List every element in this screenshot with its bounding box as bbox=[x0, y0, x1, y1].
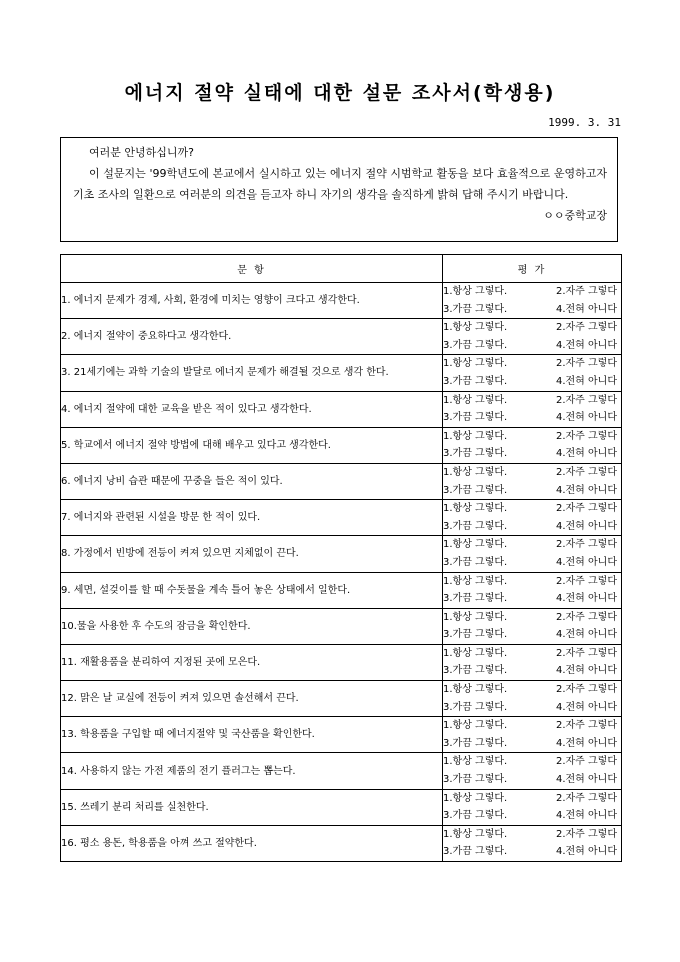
option-2[interactable]: 2.자주 그렇다 bbox=[555, 286, 617, 297]
option-row bbox=[443, 464, 621, 482]
survey-table bbox=[60, 254, 622, 862]
table-row bbox=[61, 825, 622, 861]
question-text: 14. 사용하지 않는 가전 제품의 전기 플러그는 뽑는다. bbox=[61, 765, 296, 777]
question-cell bbox=[61, 644, 443, 680]
question-cell bbox=[61, 753, 443, 789]
option-row bbox=[443, 482, 621, 500]
intro-box bbox=[60, 137, 618, 242]
option-3[interactable]: 3.가끔 그렇다. bbox=[443, 303, 508, 315]
options-cell bbox=[443, 283, 622, 319]
option-row bbox=[443, 807, 621, 825]
header-evaluation: 평 가 bbox=[443, 255, 622, 283]
table-row bbox=[61, 319, 622, 355]
table-row bbox=[61, 283, 622, 319]
option-4[interactable]: 4.전혀 아니다 bbox=[555, 520, 617, 532]
option-2[interactable]: 2.자주 그렇다 bbox=[555, 684, 617, 696]
option-1[interactable]: 1.항상 그렇다. bbox=[443, 575, 508, 587]
option-row bbox=[443, 843, 621, 861]
option-row bbox=[443, 355, 621, 373]
option-row bbox=[443, 337, 621, 355]
option-1[interactable]: 1.항상 그렇다. bbox=[443, 430, 508, 442]
option-4[interactable]: 4.전혀 아니다 bbox=[555, 303, 617, 315]
option-4[interactable]: 4.전혀 아니다 bbox=[555, 375, 617, 387]
option-2[interactable]: 2.자주 그렇다 bbox=[555, 358, 617, 370]
table-row bbox=[61, 681, 622, 717]
option-1[interactable]: 1.항상 그렇다. bbox=[443, 684, 508, 696]
option-row bbox=[443, 790, 621, 808]
header-question: 문 항 bbox=[61, 255, 443, 283]
option-1[interactable]: 1.항상 그렇다. bbox=[443, 322, 508, 334]
option-1[interactable]: 1.항상 그렇다. bbox=[443, 358, 508, 370]
option-row bbox=[443, 735, 621, 753]
option-row bbox=[443, 626, 621, 644]
survey-rows bbox=[61, 283, 622, 862]
option-row bbox=[443, 445, 621, 463]
option-2[interactable]: 2.자주 그렇다 bbox=[555, 430, 617, 442]
option-row bbox=[443, 428, 621, 446]
options-cell bbox=[443, 789, 622, 825]
option-4[interactable]: 4.전혀 아니다 bbox=[555, 412, 617, 424]
option-2[interactable]: 2.자주 그렇다 bbox=[555, 611, 617, 623]
question-text: 15. 쓰레기 분리 처리를 실천한다. bbox=[61, 801, 209, 813]
document-title: 에너지 절약 실태에 대한 설문 조사서(학생용) bbox=[124, 82, 556, 104]
question-cell bbox=[61, 319, 443, 355]
option-3[interactable]: 3.가끔 그렇다. bbox=[443, 375, 508, 387]
question-text: 9. 세면, 설겆이를 할 때 수돗물을 계속 틀어 놓은 상태에서 일한다. bbox=[61, 584, 351, 596]
option-1[interactable]: 1.항상 그렇다. bbox=[443, 286, 508, 297]
option-row bbox=[443, 373, 621, 391]
table-row bbox=[61, 391, 622, 427]
question-text: 3. 21세기에는 과학 기술의 발달로 에너지 문제가 해결될 것으로 생각 한다. bbox=[61, 367, 389, 379]
table-row bbox=[61, 753, 622, 789]
document-date: 1999. 3. 31 bbox=[548, 116, 621, 129]
option-row bbox=[443, 392, 621, 410]
option-1[interactable]: 1.항상 그렇다. bbox=[443, 792, 508, 804]
option-2[interactable]: 2.자주 그렇다 bbox=[555, 575, 617, 587]
table-header-row bbox=[61, 255, 622, 283]
option-4[interactable]: 4.전혀 아니다 bbox=[555, 701, 617, 713]
option-row bbox=[443, 645, 621, 663]
table-row bbox=[61, 536, 622, 572]
question-text: 13. 학용품을 구입할 때 에너지절약 및 국산품을 확인한다. bbox=[61, 729, 315, 741]
table-row bbox=[61, 427, 622, 463]
option-row bbox=[443, 699, 621, 717]
option-row bbox=[443, 717, 621, 735]
option-1[interactable]: 1.항상 그렇다. bbox=[443, 503, 508, 515]
option-row bbox=[443, 500, 621, 518]
option-2[interactable]: 2.자주 그렇다 bbox=[555, 322, 617, 334]
option-3[interactable]: 3.가끔 그렇다. bbox=[443, 339, 508, 351]
option-2[interactable]: 2.자주 그렇다 bbox=[555, 647, 617, 659]
option-2[interactable]: 2.자주 그렇다 bbox=[555, 394, 617, 406]
option-1[interactable]: 1.항상 그렇다. bbox=[443, 466, 508, 478]
option-1[interactable]: 1.항상 그렇다. bbox=[443, 539, 508, 551]
option-row bbox=[443, 662, 621, 680]
option-4[interactable]: 4.전혀 아니다 bbox=[555, 593, 617, 605]
options-cell bbox=[443, 427, 622, 463]
option-1[interactable]: 1.항상 그렇다. bbox=[443, 828, 508, 840]
question-text: 1. 에너지 문제가 경제, 사회, 환경에 미치는 영향이 크다고 생각한다. bbox=[61, 295, 360, 307]
option-4[interactable]: 4.전혀 아니다 bbox=[555, 448, 617, 460]
question-cell bbox=[61, 681, 443, 717]
option-row bbox=[443, 826, 621, 844]
option-4[interactable]: 4.전혀 아니다 bbox=[555, 484, 617, 496]
option-4[interactable]: 4.전혀 아니다 bbox=[555, 556, 617, 568]
options-cell bbox=[443, 391, 622, 427]
option-3[interactable]: 3.가끔 그렇다. bbox=[443, 629, 508, 641]
question-text: 2. 에너지 절약이 중요하다고 생각한다. bbox=[61, 331, 232, 343]
option-row bbox=[443, 753, 621, 771]
option-4[interactable]: 4.전혀 아니다 bbox=[555, 629, 617, 641]
question-text: 11. 재활용품을 분리하여 지정된 곳에 모은다. bbox=[61, 656, 261, 668]
question-cell bbox=[61, 536, 443, 572]
options-cell bbox=[443, 681, 622, 717]
option-2[interactable]: 2.자주 그렇다 bbox=[555, 720, 617, 732]
option-row bbox=[443, 301, 621, 319]
question-cell bbox=[61, 500, 443, 536]
intro-body: 이 설문지는 '99학년도에 본교에서 실시하고 있는 에너지 절약 시범학교 활동을 보다 효율적으로 운영하고자 기초 조사의 일환으로 여러분의 의견을 듣고자 하니 자기의 생각을 솔직하게 밝혀 답해 주시기 바랍니다. bbox=[73, 167, 607, 201]
option-4[interactable]: 4.전혀 아니다 bbox=[555, 846, 617, 858]
option-row bbox=[443, 554, 621, 572]
option-4[interactable]: 4.전혀 아니다 bbox=[555, 339, 617, 351]
option-row bbox=[443, 590, 621, 608]
question-text: 12. 맑은 날 교실에 전등이 켜져 있으면 솔선해서 끈다. bbox=[61, 693, 299, 705]
options-cell bbox=[443, 644, 622, 680]
question-cell bbox=[61, 391, 443, 427]
options-cell bbox=[443, 753, 622, 789]
question-cell bbox=[61, 717, 443, 753]
option-4[interactable]: 4.전혀 아니다 bbox=[555, 810, 617, 822]
option-1[interactable]: 1.항상 그렇다. bbox=[443, 611, 508, 623]
options-cell bbox=[443, 717, 622, 753]
option-row bbox=[443, 536, 621, 554]
options-cell bbox=[443, 500, 622, 536]
option-1[interactable]: 1.항상 그렇다. bbox=[443, 756, 508, 768]
option-2[interactable]: 2.자주 그렇다 bbox=[555, 756, 617, 768]
option-3[interactable]: 3.가끔 그렇다. bbox=[443, 846, 508, 858]
option-row bbox=[443, 681, 621, 699]
table-row bbox=[61, 572, 622, 608]
question-cell bbox=[61, 427, 443, 463]
question-cell bbox=[61, 789, 443, 825]
option-3[interactable]: 3.가끔 그렇다. bbox=[443, 665, 508, 677]
question-cell bbox=[61, 463, 443, 499]
options-cell bbox=[443, 463, 622, 499]
question-text: 7. 에너지와 관련된 시설을 방문 한 적이 있다. bbox=[61, 512, 261, 524]
question-cell bbox=[61, 572, 443, 608]
option-2[interactable]: 2.자주 그렇다 bbox=[555, 466, 617, 478]
options-cell bbox=[443, 825, 622, 861]
option-1[interactable]: 1.항상 그렇다. bbox=[443, 394, 508, 406]
table-row bbox=[61, 717, 622, 753]
table-row bbox=[61, 463, 622, 499]
question-cell bbox=[61, 355, 443, 391]
option-row bbox=[443, 409, 621, 427]
question-text: 6. 에너지 낭비 습관 때문에 꾸중을 들은 적이 있다. bbox=[61, 476, 283, 488]
intro-greeting: 여러분 안녕하십니까? bbox=[89, 146, 194, 159]
option-2[interactable]: 2.자주 그렇다 bbox=[555, 503, 617, 515]
question-text: 5. 학교에서 에너지 절약 방법에 대해 배우고 있다고 생각한다. bbox=[61, 439, 331, 451]
table-row bbox=[61, 644, 622, 680]
question-text: 8. 가정에서 빈방에 전등이 켜져 있으면 지체없이 끈다. bbox=[61, 548, 299, 560]
options-cell bbox=[443, 319, 622, 355]
option-3[interactable]: 3.가끔 그렇다. bbox=[443, 484, 508, 496]
table-row bbox=[61, 789, 622, 825]
table-row bbox=[61, 608, 622, 644]
table-row bbox=[61, 500, 622, 536]
option-3[interactable]: 3.가끔 그렇다. bbox=[443, 520, 508, 532]
question-cell bbox=[61, 825, 443, 861]
question-cell bbox=[61, 608, 443, 644]
option-1[interactable]: 1.항상 그렇다. bbox=[443, 647, 508, 659]
option-3[interactable]: 3.가끔 그렇다. bbox=[443, 556, 508, 568]
option-4[interactable]: 4.전혀 아니다 bbox=[555, 737, 617, 749]
option-2[interactable]: 2.자주 그렇다 bbox=[555, 828, 617, 840]
option-row bbox=[443, 771, 621, 789]
table-row bbox=[61, 355, 622, 391]
option-3[interactable]: 3.가끔 그렇다. bbox=[443, 448, 508, 460]
option-2[interactable]: 2.자주 그렇다 bbox=[555, 539, 617, 551]
options-cell bbox=[443, 608, 622, 644]
options-cell bbox=[443, 355, 622, 391]
option-row bbox=[443, 319, 621, 337]
option-1[interactable]: 1.항상 그렇다. bbox=[443, 720, 508, 732]
option-3[interactable]: 3.가끔 그렇다. bbox=[443, 701, 508, 713]
question-text: 16. 평소 용돈, 학용품을 아껴 쓰고 절약한다. bbox=[61, 837, 257, 849]
option-3[interactable]: 3.가끔 그렇다. bbox=[443, 737, 508, 749]
option-row bbox=[443, 518, 621, 536]
option-3[interactable]: 3.가끔 그렇다. bbox=[443, 810, 508, 822]
question-text: 4. 에너지 절약에 대한 교육을 받은 적이 있다고 생각한다. bbox=[61, 403, 312, 415]
question-text: 10.물을 사용한 후 수도의 잠금을 확인한다. bbox=[61, 620, 251, 632]
option-3[interactable]: 3.가끔 그렇다. bbox=[443, 412, 508, 424]
option-row bbox=[443, 609, 621, 627]
options-cell bbox=[443, 572, 622, 608]
options-cell bbox=[443, 536, 622, 572]
option-3[interactable]: 3.가끔 그렇다. bbox=[443, 593, 508, 605]
option-row bbox=[443, 283, 621, 301]
option-4[interactable]: 4.전혀 아니다 bbox=[555, 774, 617, 786]
option-2[interactable]: 2.자주 그렇다 bbox=[555, 792, 617, 804]
intro-signature: ㅇㅇ중학교장 bbox=[543, 209, 607, 222]
option-4[interactable]: 4.전혀 아니다 bbox=[555, 665, 617, 677]
question-cell bbox=[61, 283, 443, 319]
option-row bbox=[443, 573, 621, 591]
option-3[interactable]: 3.가끔 그렇다. bbox=[443, 774, 508, 786]
